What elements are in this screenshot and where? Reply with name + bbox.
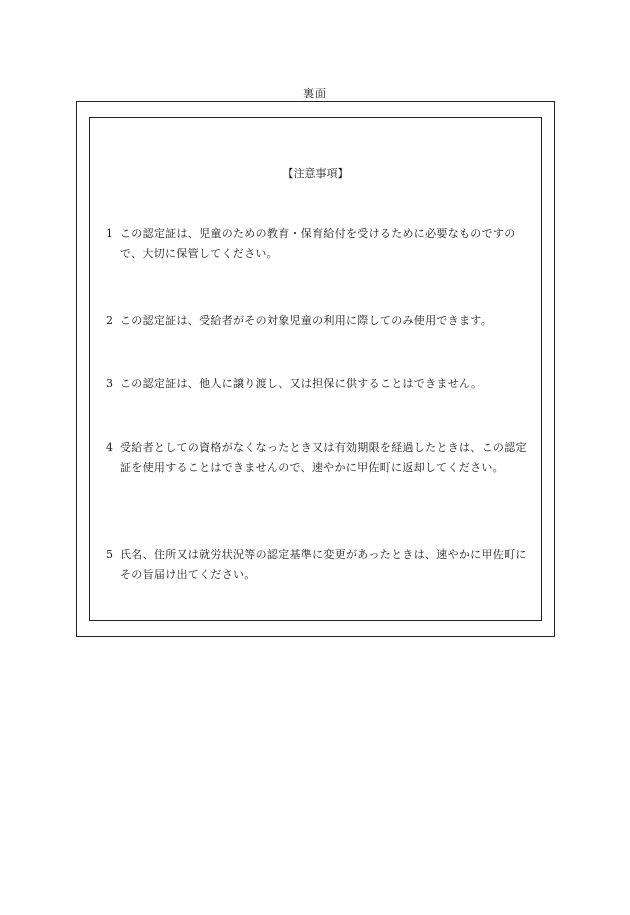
notice-item-4 bbox=[106, 438, 528, 478]
notice-item-5 bbox=[106, 545, 528, 585]
notice-item-1 bbox=[106, 224, 528, 264]
notice-box bbox=[89, 117, 542, 621]
notice-item-text: この認定証は、受給者がその対象児童の利用に際してのみ使用できます。 bbox=[120, 314, 493, 327]
outer-frame bbox=[76, 101, 555, 637]
notice-item-text: 氏名、住所又は就労状況等の認定基準に変更があったときは、速やかに甲佐町にその旨届け出てください。 bbox=[120, 548, 527, 581]
notice-item-number: 4 bbox=[106, 441, 113, 454]
notice-item-text: この認定証は、児童のための教育・保育給付を受けるために必要なものですので、大切に保管してください。 bbox=[120, 227, 516, 260]
notice-item-number: 2 bbox=[106, 314, 113, 327]
notice-title: 【注意事項】 bbox=[282, 167, 349, 180]
notice-item-number: 3 bbox=[106, 377, 113, 390]
notice-item-3 bbox=[106, 374, 528, 394]
notice-item-number: 5 bbox=[106, 548, 113, 561]
notice-item-number: 1 bbox=[106, 227, 113, 240]
notice-item-text: この認定証は、他人に譲り渡し、又は担保に供することはできません。 bbox=[120, 377, 483, 390]
page-label: 裏面 bbox=[303, 87, 327, 100]
notice-item-2 bbox=[106, 311, 528, 331]
notice-item-text: 受給者としての資格がなくなったとき又は有効期限を経過したときは、この認定証を使用することはできませんので、速やかに甲佐町に返却してください。 bbox=[120, 441, 527, 474]
